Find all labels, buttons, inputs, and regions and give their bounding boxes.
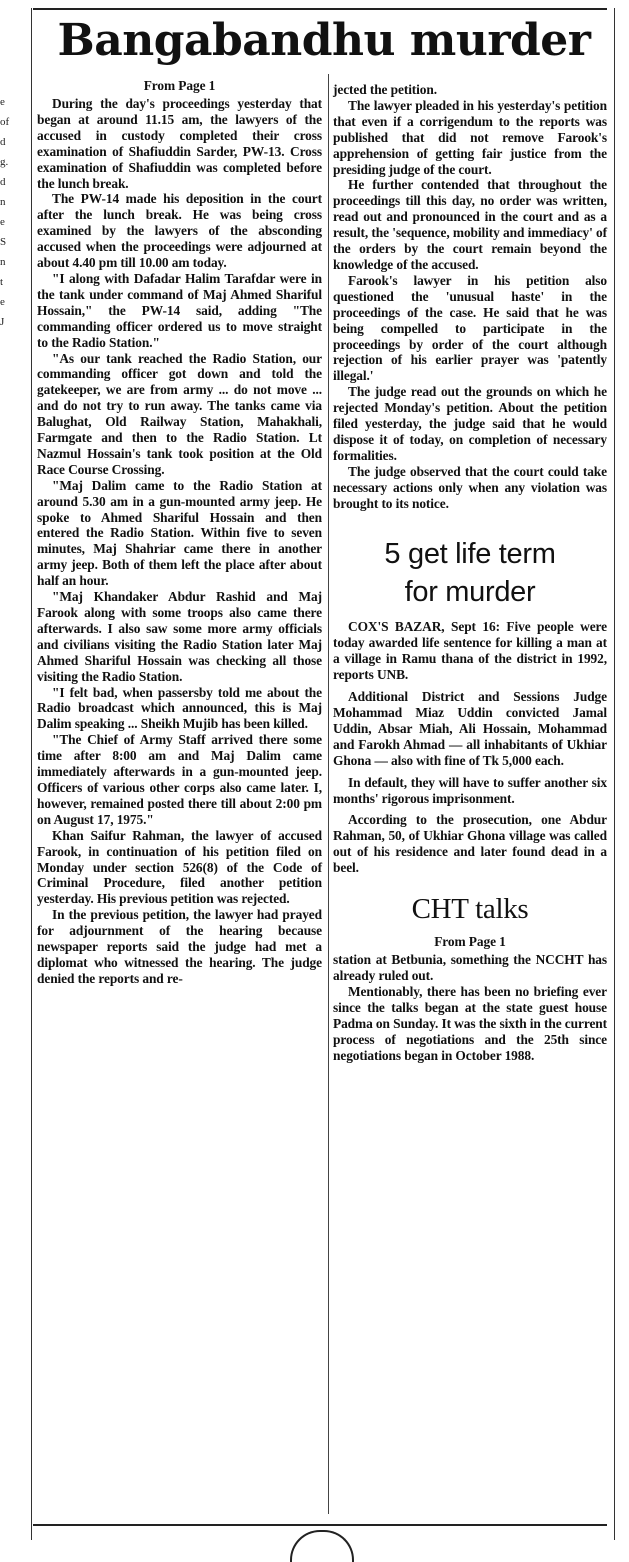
paragraph: During the day's proceedings yesterday that began at around 11.15 am, the lawyers of the accused in custody completed their cross examination of Shafiuddin Sarder, PW-13. Cross examination of Shafiuddin was completed before the lunch break. (37, 96, 322, 191)
next-story-fragment (290, 1530, 354, 1562)
margin-fragment: d (0, 136, 6, 148)
paragraph: "The Chief of Army Staff arrived there some time after 8:00 am and Maj Dalim came immediately afterwards in a gun-mounted jeep. Officers of various other corps also came later. I, however, remained posted there till about 2:00 pm on August 17, 1975." (37, 732, 322, 827)
paragraph: The judge observed that the court could take necessary actions only when any violation was brought to its notice. (333, 463, 607, 511)
paragraph: Additional District and Sessions Judge Mohammad Miaz Uddin convicted Jamal Uddin, Absar Miah, Ali Hossain, Mohammad and Farokh Ahmad — all inhabitants of Ukhiar Ghona — also with fine of Tk 5,000 each. (333, 689, 607, 768)
margin-fragment: e (0, 216, 5, 228)
cht-headline: CHT talks (411, 893, 529, 926)
main-headline: Bangabandhu murder (57, 15, 591, 66)
paragraph-continuation: jected the petition. (333, 82, 437, 97)
margin-fragment: d (0, 176, 6, 188)
paragraph: "As our tank reached the Radio Station, our commanding officer got down and told the gatekeeper, we are from army ... do not move ... and do not try to run away. The tanks came via Balughat, Old Railway Station, Mahakhali, Farmgate and then to the Radio Station. Lt Nazmul Hossain's tank took position at the Old Race Course Crossing. (37, 350, 322, 477)
paragraph: COX'S BAZAR, Sept 16: Five people were today awarded life sentence for killing a man at a village in Ramu thana of the district in 1992, reports UNB. (333, 619, 607, 683)
paragraph: "I felt bad, when passersby told me about the Radio broadcast which announced, this is Maj Dalim speaking ... Sheikh Mujib has been killed. (37, 684, 322, 732)
margin-fragment: e (0, 96, 5, 108)
paragraph: "Maj Khandaker Abdur Rashid and Maj Farook along with some troops also came there afterwards. I also saw some more army officials and civilians visiting the Radio Station later Maj Ahmed Shariful Hossain was checking all those visiting the Radio Station. (37, 589, 322, 684)
paragraph: Farook's lawyer in his petition also questioned the 'unusual haste' in the proceedings of the case. He said that he was being compelled to participate in the proceedings by order of the court although rejection of his earlier prayer was 'patently illegal.' (333, 272, 607, 384)
paragraph: He further contended that throughout the proceedings till this day, no order was written, read out and pronounced in the court and as a result, the 'sequence, mobility and immediacy' of the orders by the court remain beyond the knowledge of the accused. (333, 177, 607, 272)
main-story-kicker: From Page 1 (143, 78, 216, 93)
paragraph: The judge read out the grounds on which he rejected Monday's petition. About the petition filed yesterday, the judge said that he would dispose it of today, on completion of necessary formalities. (333, 384, 607, 463)
paragraph: "I along with Dafadar Halim Tarafdar were in the tank under command of Maj Ahmed Shariful Hossain," the PW-14 said, adding "The commanding officer ordered us to move straight to the Radio Station." (37, 270, 322, 350)
margin-fragment: S (0, 236, 7, 248)
cht-kicker: From Page 1 (434, 934, 506, 950)
margin-fragment: e (0, 296, 5, 308)
top-rule (33, 8, 607, 10)
margin-fragment: t (0, 276, 4, 288)
paragraph: In the previous petition, the lawyer had prayed for adjournment of the hearing because newspaper reports said the judge had met a diplomat who witnessed the hearing. The judge denied the reports and re- (37, 907, 322, 986)
margin-fragment: n (0, 256, 6, 268)
life-term-headline-line1: 5 get life term (384, 538, 556, 571)
margin-fragment: of (0, 116, 10, 128)
paragraph: The lawyer pleaded in his yesterday's petition that even if a corrigendum to the reports was published that did not remove Farook's apprehension of getting fair justice from the presiding judge of the court. (333, 97, 607, 177)
paragraph: According to the prosecution, one Abdur Rahman, 50, of Ukhiar Ghona village was called out of his residence and later found dead in a beel. (333, 812, 607, 876)
right-column (333, 82, 607, 1063)
paragraph: "Maj Dalim came to the Radio Station at around 5.30 am in a gun-mounted army jeep. He spoke to Ahmed Shariful Hossain and then entered the Radio Station. Within five to seven minutes, Maj Shahriar came there in another army jeep. Both of them left the place after about half an hour. (37, 477, 322, 589)
adjacent-column-fragments (0, 95, 14, 405)
paragraph: In default, they will have to suffer another six months' rigorous imprisonment. (333, 774, 607, 806)
bottom-rule (33, 1524, 607, 1526)
margin-fragment: g. (0, 156, 9, 168)
paragraph: Khan Saifur Rahman, the lawyer of accused Farook, in continuation of his petition filed on Monday under section 526(8) of the Code of Criminal Procedure, filed another petition yesterday. His previous petition was rejected. (37, 827, 322, 907)
main-story-left-column (37, 78, 322, 987)
paragraph: The PW-14 made his deposition in the court after the lunch break. He was being cross examined by the lawyers of the absconding accused when the proceedings were adjourned at about 4.40 pm till 10.00 am today. (37, 191, 322, 271)
paragraph-continuation: station at Betbunia, something the NCCHT has already ruled out. (333, 952, 607, 983)
left-column-rule (31, 8, 32, 1540)
paragraph: Mentionably, there has been no briefing ever since the talks began at the state guest house Padma on Sunday. It was the sixth in the current process of negotiations and the 25th since negotiations began in October 1988. (333, 983, 607, 1063)
life-term-headline-line2: for murder (404, 576, 536, 609)
margin-fragment: n (0, 196, 6, 208)
margin-fragment: J (0, 316, 5, 328)
right-column-rule (614, 8, 615, 1540)
middle-column-rule (328, 74, 329, 1514)
